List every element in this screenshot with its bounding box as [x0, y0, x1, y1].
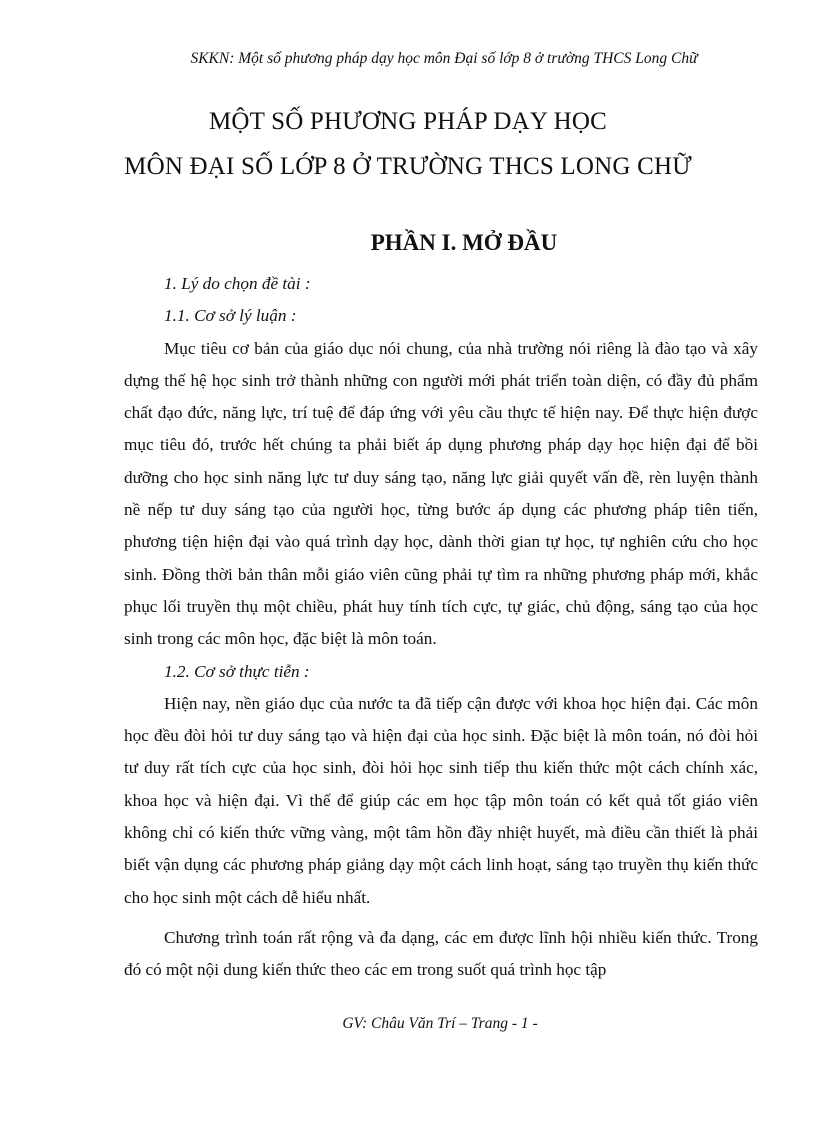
heading-theory: 1.1. Cơ sở lý luận : — [164, 306, 297, 326]
heading-reason: 1. Lý do chọn đề tài : — [164, 274, 311, 293]
paragraph-program: Chương trình toán rất rộng và đa dạng, các em được lĩnh hội nhiều kiến thức. Trong đó có một nội dung kiến thức theo các em trong suốt quá trình học tập — [124, 927, 758, 980]
paragraph-practice: Hiện nay, nền giáo dục của nước ta đã tiếp cận được với khoa học hiện đại. Các môn học đều đòi hỏi tư duy sáng tạo và hiện đại của học sinh. Đặc biệt là môn toán, nó đòi hỏi tư duy rất tích cực của học sinh, đòi hỏi học sinh tiếp thu kiến thức một cách chính xác, khoa học và hiện đại. Vì thế để giúp các em học tập môn toán có kết quả tốt giáo viên không chỉ có kiến thức vững vàng, một tâm hồn đầy nhiệt huyết, mà điều cần thiết là phải biết vận dụng các phương pháp giảng dạy một cách linh hoạt, sáng tạo truyền thụ kiến thức cho học sinh một cách dễ hiểu nhất. — [124, 693, 758, 907]
section-title-text: PHẦN I. MỞ ĐẦU — [370, 230, 558, 255]
page-header — [0, 50, 816, 68]
document-body — [124, 268, 758, 987]
heading-practice: 1.2. Cơ sở thực tiễn : — [164, 661, 310, 681]
document-title-line-1: MỘT SỐ PHƯƠNG PHÁP DẠY HỌC — [208, 108, 608, 135]
header-text: SKKN: Một số phương pháp dạy học môn Đại số lớp 8 ở trường THCS Long Chữ — [190, 50, 698, 67]
paragraph-theory: Mục tiêu cơ bản của giáo dục nói chung, của nhà trường nói riêng là đào tạo và xây dựng thế hệ học sinh trở thành những con người mới phát triển toàn diện, có đầy đủ phẩm chất đạo đức, năng lực, trí tuệ để đáp ứng với yêu cầu thực tế hiện nay. Để thực hiện được mục tiêu đó, trước hết chúng ta phải biết áp dụng phương pháp dạy học hiện đại để bồi dưỡng cho học sinh năng lực tư duy sáng tạo, năng lực giải quyết vấn đề, rèn luyện thành nề nếp tư duy sáng tạo của người học, từng bước áp dụng các phương pháp tiên tiến, phương tiện hiện đại vào quá trình dạy học, dành thời gian tự học, tự nghiên cứu cho học sinh. Đồng thời bản thân mỗi giáo viên cũng phải tự tìm ra những phương pháp mới, khắc phục lối truyền thụ một chiều, phát huy tính tích cực, tự giác, chủ động, sáng tạo của học sinh trong các môn học, đặc biệt là môn toán. — [124, 338, 758, 649]
footer-text: GV: Châu Văn Trí – Trang - 1 - — [342, 1015, 538, 1032]
document-title-line-2: MÔN ĐẠI SỐ LỚP 8 Ở TRƯỜNG THCS LONG CHỮ — [124, 153, 692, 180]
page-footer — [0, 1015, 816, 1033]
section-title — [0, 230, 816, 256]
